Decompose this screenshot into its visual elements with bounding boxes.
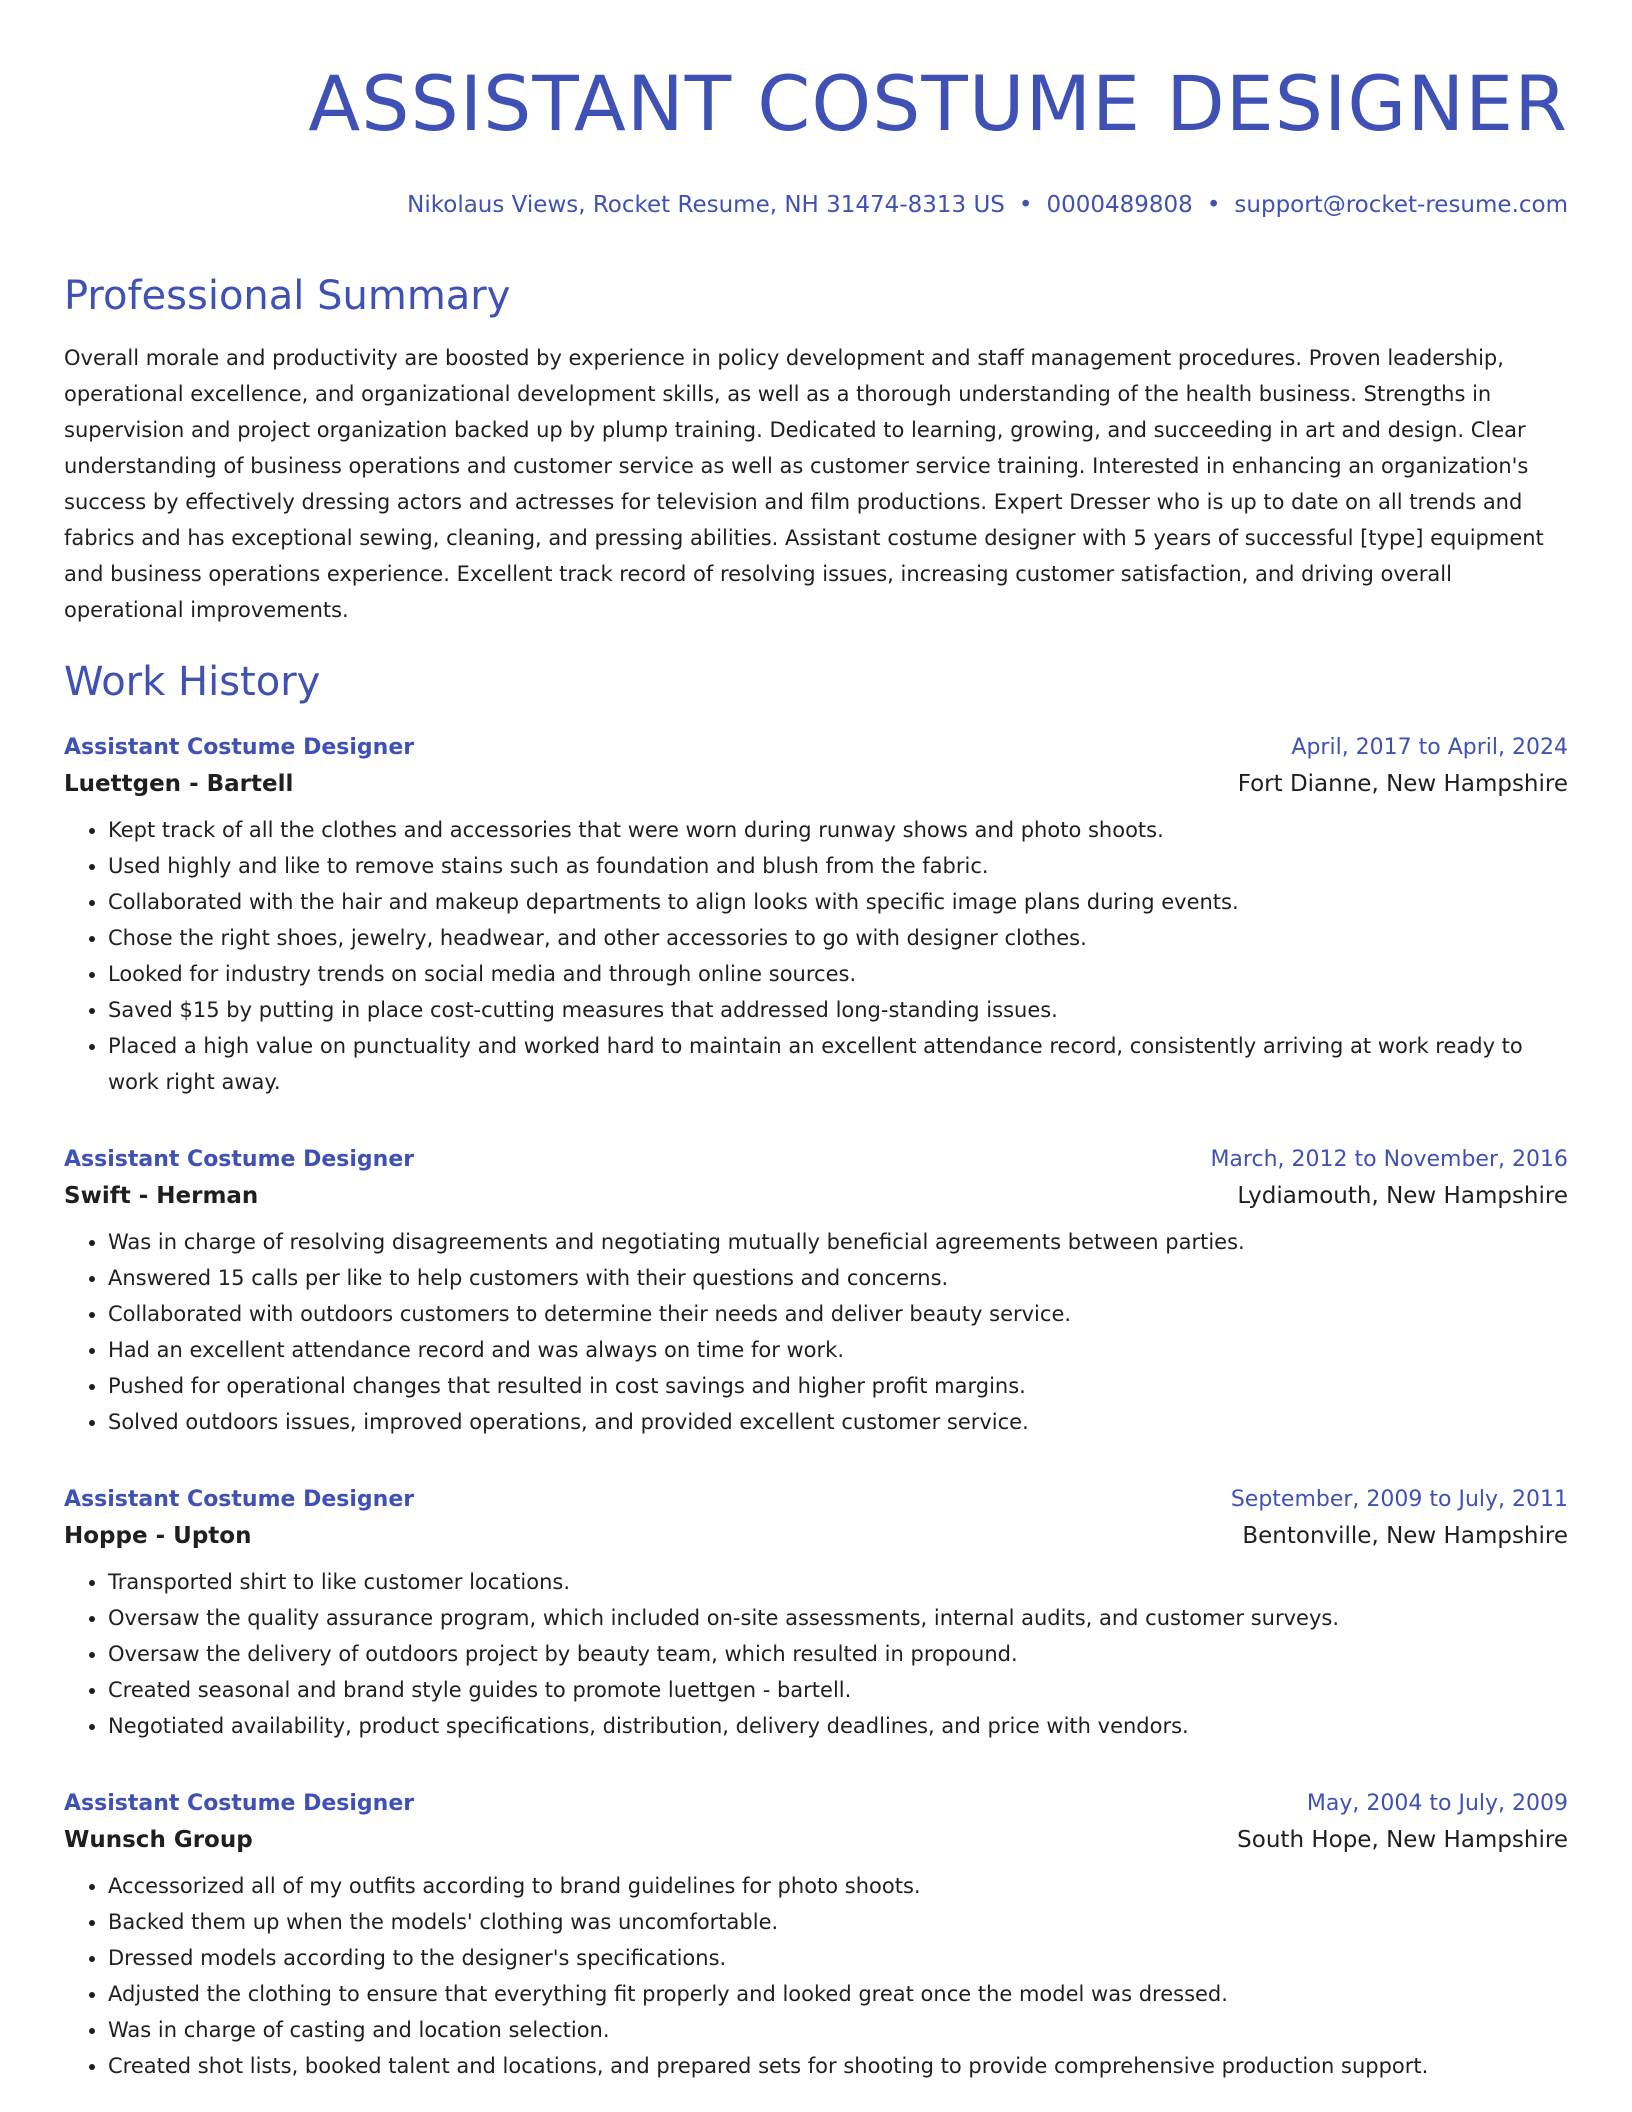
job-company: Wunsch Group [64,1827,253,1853]
job-entry [64,730,1568,1100]
job-company-row [64,766,1568,802]
job-bullet: • Transported shirt to like customer locations. [108,1564,1568,1600]
job-bullet: • Collaborated with outdoors customers to determine their needs and deliver beauty service. [108,1296,1568,1332]
job-bullet: • Had an excellent attendance record and was always on time for work. [108,1332,1568,1368]
job-bullet-list [64,1868,1568,2084]
resume-header [64,0,1568,220]
job-title: Assistant Costume Designer [64,1147,415,1172]
job-bullet: • Collaborated with the hair and makeup departments to align looks with specific image plans during events. [108,884,1568,920]
job-company-row [64,1178,1568,1214]
job-bullet: • Used highly and like to remove stains such as foundation and blush from the fabric. [108,848,1568,884]
contact-email: support@rocket-resume.com [1234,192,1568,218]
job-company: Swift - Herman [64,1183,259,1209]
job-dates: May, 2004 to July, 2009 [1306,1791,1568,1816]
resume-name: ASSISTANT COSTUME DESIGNER [308,59,1568,148]
job-bullet: • Accessorized all of my outfits according to brand guidelines for photo shoots. [108,1868,1568,1904]
job-bullet-list [64,812,1568,1100]
job-bullet: • Created seasonal and brand style guides to promote luettgen - bartell. [108,1672,1568,1708]
job-bullet: • Negotiated availability, product specifications, distribution, delivery deadlines, and price with vendors. [108,1708,1568,1744]
job-bullet: • Chose the right shoes, jewelry, headwear, and other accessories to go with designer clothes. [108,920,1568,956]
job-entry [64,1142,1568,1440]
job-title-row [64,1786,1568,1822]
job-entry [64,1482,1568,1744]
job-bullet: • Solved outdoors issues, improved operations, and provided excellent customer service. [108,1404,1568,1440]
job-title: Assistant Costume Designer [64,1487,415,1512]
job-bullet: • Oversaw the delivery of outdoors project by beauty team, which resulted in propound. [108,1636,1568,1672]
job-dates: March, 2012 to November, 2016 [1210,1147,1568,1172]
job-bullet: • Was in charge of casting and location selection. [108,2012,1568,2048]
job-bullet: • Pushed for operational changes that resulted in cost savings and higher profit margins. [108,1368,1568,1404]
job-company: Hoppe - Upton [64,1523,252,1549]
job-title: Assistant Costume Designer [64,1791,415,1816]
job-bullet: • Answered 15 calls per like to help customers with their questions and concerns. [108,1260,1568,1296]
work-history-heading: Work History [64,659,321,705]
job-location: Bentonville, New Hampshire [1242,1523,1568,1549]
job-bullet: • Dressed models according to the designer's specifications. [108,1940,1568,1976]
job-bullet: • Looked for industry trends on social media and through online sources. [108,956,1568,992]
job-title: Assistant Costume Designer [64,735,415,760]
contact-separator: • [1206,192,1221,218]
summary-heading: Professional Summary [64,273,511,319]
summary-text: Overall morale and productivity are boosted by experience in policy development and staff management procedures. Proven leadership, operational excellence, and organizational development skills, as well as a thorough understanding of the health business. Strengths in supervision and project organization backed up by plump training. Dedicated to learning, growing, and succeeding in art and design. Clear understanding of business operations and customer service as well as customer service training. Interested in enhancing an organization's success by effectively dressing actors and actresses for television and film productions. Expert Dresser who is up to date on all trends and fabrics and has exceptional sewing, cleaning, and pressing abilities. Assistant costume designer with 5 years of successful [type] equipment and business operations experience. Excellent track record of resolving issues, increasing customer satisfaction, and driving overall operational improvements. [64,346,1544,622]
job-bullet: • Created shot lists, booked talent and locations, and prepared sets for shooting to provide comprehensive production support. [108,2048,1568,2084]
job-bullet: • Saved $15 by putting in place cost-cutting measures that addressed long-standing issues. [108,992,1568,1028]
contact-phone: 0000489808 [1046,192,1193,218]
job-bullet: • Placed a high value on punctuality and worked hard to maintain an excellent attendance record, consistently arriving at work ready to work right away. [108,1028,1568,1100]
job-bullet-list [64,1224,1568,1440]
job-company-row [64,1518,1568,1554]
work-history-list [64,730,1568,2084]
contact-separator: • [1018,192,1033,218]
job-company-row [64,1822,1568,1858]
job-bullet: • Adjusted the clothing to ensure that everything fit properly and looked great once the model was dressed. [108,1976,1568,2012]
job-location: South Hope, New Hampshire [1237,1827,1568,1853]
contact-line [64,190,1568,220]
job-bullet-list [64,1564,1568,1744]
job-location: Fort Dianne, New Hampshire [1237,771,1568,797]
job-title-row [64,730,1568,766]
job-title-row [64,1142,1568,1178]
job-location: Lydiamouth, New Hampshire [1237,1183,1568,1209]
contact-address: Nikolaus Views, Rocket Resume, NH 31474-8313 US [407,192,1005,218]
job-company: Luettgen - Bartell [64,771,294,797]
job-bullet: • Kept track of all the clothes and accessories that were worn during runway shows and photo shoots. [108,812,1568,848]
job-dates: September, 2009 to July, 2011 [1230,1487,1568,1512]
job-bullet: • Oversaw the quality assurance program, which included on-site assessments, internal audits, and customer surveys. [108,1600,1568,1636]
job-title-row [64,1482,1568,1518]
job-dates: April, 2017 to April, 2024 [1291,735,1568,760]
job-bullet: • Backed them up when the models' clothing was uncomfortable. [108,1904,1568,1940]
resume-page [64,0,1568,2084]
job-entry [64,1786,1568,2084]
job-bullet: • Was in charge of resolving disagreements and negotiating mutually beneficial agreements between parties. [108,1224,1568,1260]
